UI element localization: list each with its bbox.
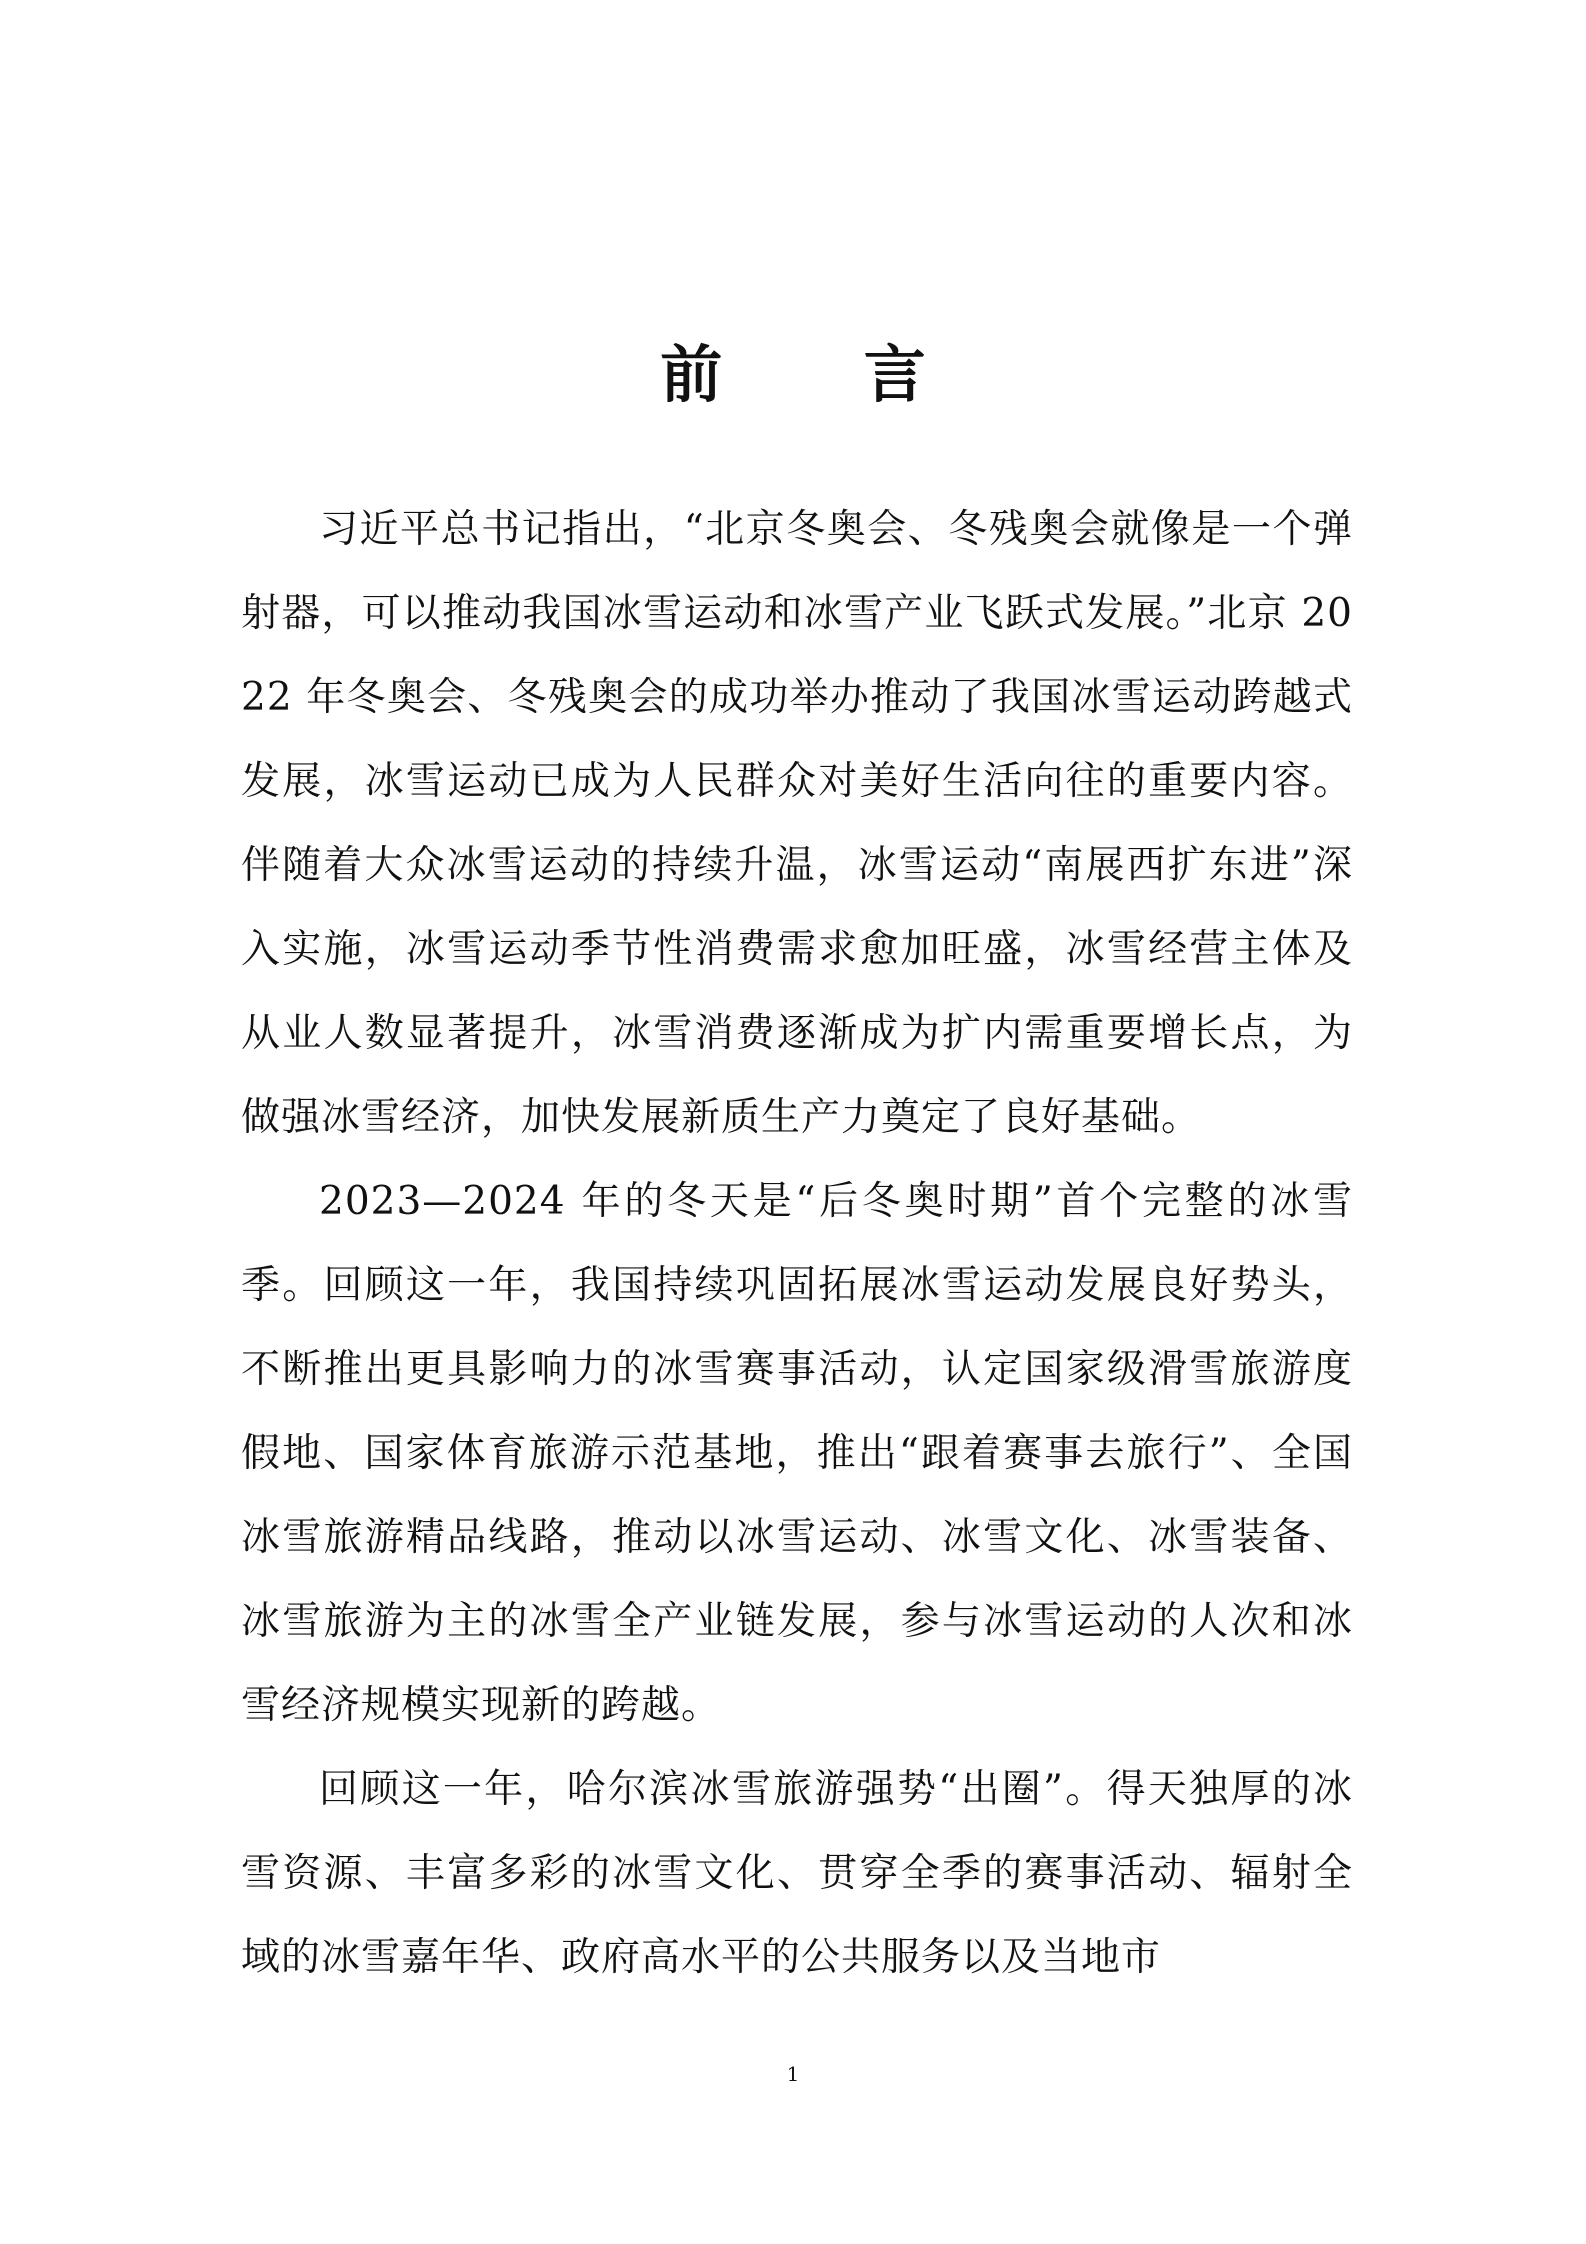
page-number: 1	[786, 2062, 800, 2086]
paragraph-3: 回顾这一年，哈尔滨冰雪旅游强势“出圈”。得天独厚的冰雪资源、丰富多彩的冰雪文化、贯穿全季的赛事活动、辐射全域的冰雪嘉年华、政府高水平的公共服务以及当地市	[241, 1767, 1353, 1980]
paragraph-1: 习近平总书记指出，“北京冬奥会、冬残奥会就像是一个弹射器，可以推动我国冰雪运动和冰雪产业飞跃式发展。”北京 2022 年冬奥会、冬残奥会的成功举办推动了我国冰雪运动跨越式发展，冰雪运动已成为人民群众对美好生活向往的重要内容。伴随着大众冰雪运动的持续升温，冰雪运动“南展西扩东进”深入实施，冰雪运动季节性消费需求愈加旺盛，冰雪经营主体及从业人数显著提升，冰雪消费逐渐成为扩内需重要增长点，为做强冰雪经济，加快发展新质生产力奠定了良好基础。	[241, 507, 1353, 1140]
paragraph-2: 2023—2024 年的冬天是“后冬奥时期”首个完整的冰雪季。回顾这一年，我国持续巩固拓展冰雪运动发展良好势头，不断推出更具影响力的冰雪赛事活动，认定国家级滑雪旅游度假地、国家体育旅游示范基地，推出“跟着赛事去旅行”、全国冰雪旅游精品线路，推动以冰雪运动、冰雪文化、冰雪装备、冰雪旅游为主的冰雪全产业链发展，参与冰雪运动的人次和冰雪经济规模实现新的跨越。	[241, 1179, 1353, 1728]
page-title: 前 言	[660, 338, 986, 411]
body-text	[241, 488, 1353, 2000]
